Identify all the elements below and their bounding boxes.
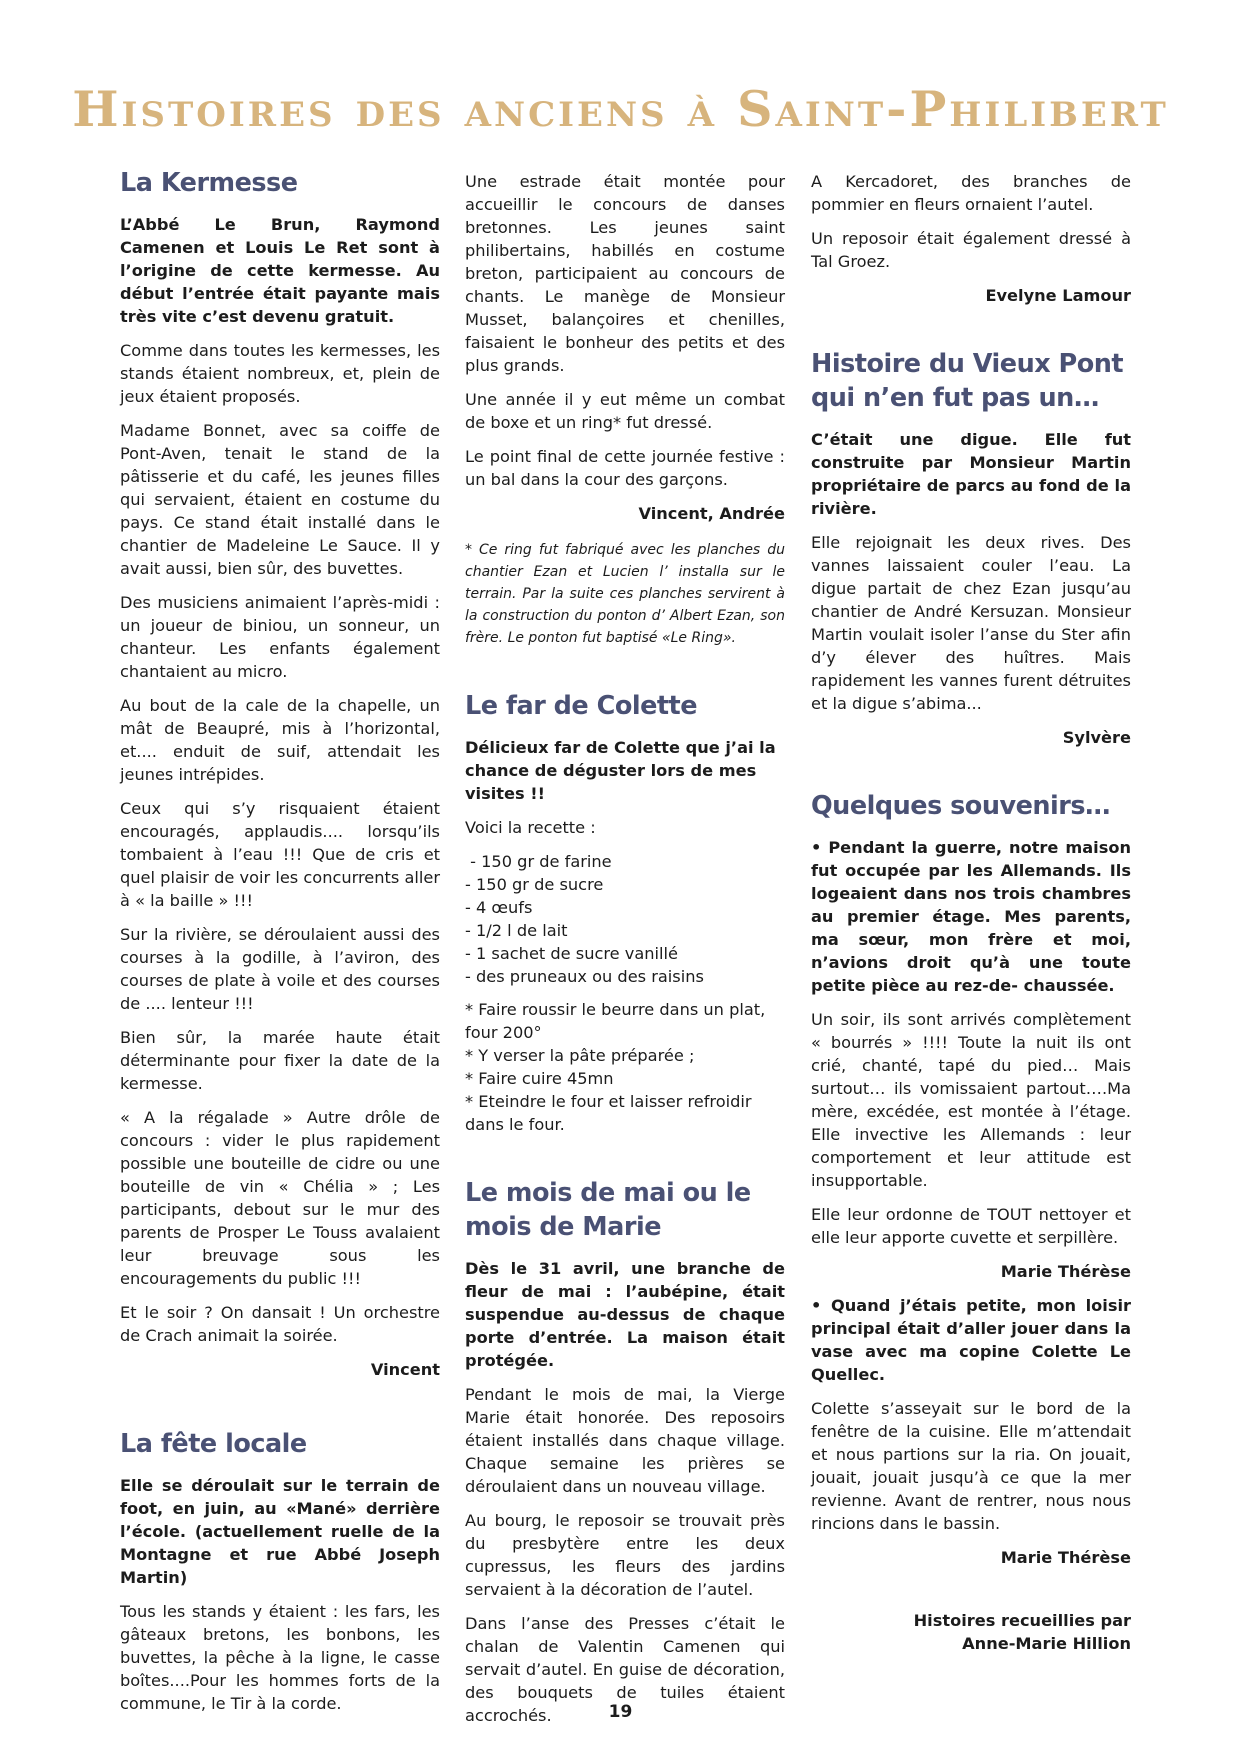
pont-paragraph: Elle rejoignait les deux rives. Des vannes laissaient couler l’eau. La digue partait de chez Ezan jusqu’au chantier de André Kersuzan. Monsieur Martin voulait isoler l’anse du Ster afin d’y élever des huîtres. Mais rapidement les vannes furent détruites et la digue s’abima...: [811, 533, 1131, 713]
recipe-step: * Faire roussir le beurre dans un plat, four 200°: [465, 1000, 766, 1042]
fete-paragraph: Tous les stands y étaient : les fars, les gâteaux bretons, les bonbons, les buvettes, la pêche à la ligne, le casse boîtes....Pour les hommes forts de la commune, le Tir à la corde.: [120, 1602, 440, 1713]
far-lead: Délicieux far de Colette que j’ai la chance de déguster lors de mes visites !!: [465, 738, 776, 803]
souvenirs-paragraph: Colette s’asseyait sur le bord de la fenêtre de la cuisine. Elle m’attendait et nous partions sur la ria. On jouait, jouait, jouait jusqu’à ce que la mer revienne. Avant de rentrer, nous nous rincions dans le bassin.: [811, 1399, 1131, 1533]
fete-signature: Vincent, Andrée: [638, 504, 785, 523]
souvenirs-signature-2: Marie Thérèse: [1000, 1548, 1131, 1567]
ingredient-item: - 4 œufs: [465, 898, 533, 917]
fete-suite-paragraph: Une année il y eut même un combat de boxe et un ring* fut dressé.: [465, 390, 785, 432]
mai-paragraph: Pendant le mois de mai, la Vierge Marie était honorée. Des reposoirs étaient installés dans chaque village. Chaque semaine les prières se déroulaient dans un nouveau village.: [465, 1385, 785, 1496]
mai-lead: Dès le 31 avril, une branche de fleur de mai : l’aubépine, était suspendue au-dessus de chaque porte d’entrée. La maison était protégée.: [465, 1259, 785, 1370]
ring-footnote: * Ce ring fut fabriqué avec les planches du chantier Ezan et Lucien l’ installa sur le terrain. Par la suite ces planches servirent à la construction du ponton d’ Albert Ezan, son frère. Le ponton fut baptisé «Le Ring».: [465, 542, 785, 646]
mai-suite-paragraph: Un reposoir était également dressé à Tal Groez.: [811, 229, 1131, 271]
column-2: [465, 170, 785, 1738]
kermesse-paragraph: Bien sûr, la marée haute était déterminante pour fixer la date de la kermesse.: [120, 1028, 440, 1093]
kermesse-paragraph: Madame Bonnet, avec sa coiffe de Pont-Aven, tenait le stand de la pâtisserie et du café, les jeunes filles qui servaient, étaient en costume du pays. Ce stand était installé dans le chantier de Madeleine Le Sauce. Il y avait aussi, bien sûr, des buvettes.: [120, 421, 440, 578]
kermesse-paragraph: Au bout de la cale de la chapelle, un mât de Beaupré, mis à l’horizontal, et.... enduit de suif, attendait les jeunes intrépides.: [120, 696, 440, 784]
column-3: [811, 170, 1131, 1666]
mai-paragraph: Au bourg, le reposoir se trouvait près du presbytère entre les deux cupressus, les fleurs des jardins servaient à la décoration de l’autel.: [465, 1511, 785, 1599]
souvenirs-paragraph: Un soir, ils sont arrivés complètement « bourrés » !!!! Toute la nuit ils ont crié, chanté, tapé du pied… Mais surtout… ils vomissaient partout….Ma mère, excédée, est montée à l’étage. Elle invective les Allemands : leur comportement et leur attitude est insupportable.: [811, 1010, 1131, 1190]
ingredient-item: - 150 gr de sucre: [465, 875, 604, 894]
kermesse-signature: Vincent: [370, 1360, 440, 1379]
page-number: 19: [608, 1702, 633, 1722]
kermesse-paragraph: Ceux qui s’y risquaient étaient encouragés, applaudis.... lorsqu’ils tombaient à l’eau !!! Que de cris et quel plaisir de voir les concurrents aller à « la baille » !!!: [120, 799, 440, 910]
ingredient-item: - 1 sachet de sucre vanillé: [465, 944, 678, 963]
recipe-step: * Y verser la pâte préparée ;: [465, 1046, 695, 1065]
souvenirs-paragraph: Elle leur ordonne de TOUT nettoyer et elle leur apporte cuvette et serpillère.: [811, 1205, 1131, 1247]
kermesse-heading: La Kermesse: [120, 168, 298, 198]
souvenirs-lead-1: • Pendant la guerre, notre maison fut occupée par les Allemands. Ils logeaient dans nos trois chambres au premier étage. Mes parents, ma sœur, mon frère et moi, n’avions droit qu’à une toute petite pièce au rez-de- chaussée.: [811, 838, 1131, 995]
page-title: Histoires des anciens à Saint-Philibert: [72, 80, 1169, 138]
souvenirs-heading: Quelques souvenirs…: [811, 791, 1111, 821]
souvenirs-signature-1: Marie Thérèse: [1000, 1262, 1131, 1281]
kermesse-lead: L’Abbé Le Brun, Raymond Camenen et Louis Le Ret sont à l’origine de cette kermesse. Au début l’entrée était payante mais très vite c’est devenu gratuit.: [120, 215, 440, 326]
kermesse-paragraph: Sur la rivière, se déroulaient aussi des courses à la godille, à l’aviron, des courses de plate à voile et des courses de .... lenteur !!!: [120, 925, 440, 1013]
far-heading: Le far de Colette: [465, 691, 698, 721]
credit-line-1: Histoires recueillies par: [913, 1611, 1131, 1630]
recipe-step: * Faire cuire 45mn: [465, 1069, 614, 1088]
kermesse-paragraph: Et le soir ? On dansait ! Un orchestre de Crach animait la soirée.: [120, 1303, 440, 1345]
kermesse-paragraph: Des musiciens animaient l’après-midi : un joueur de biniou, un sonneur, un chanteur. Les enfants également chantaient au micro.: [120, 593, 440, 681]
mai-signature: Evelyne Lamour: [985, 286, 1131, 305]
fete-lead: Elle se déroulait sur le terrain de foot, en juin, au «Mané» derrière l’école. (actuellement ruelle de la Montagne et rue Abbé Joseph Martin): [120, 1476, 440, 1587]
fete-suite-paragraph: Le point final de cette journée festive : un bal dans la cour des garçons.: [465, 447, 785, 489]
recipe-steps: [465, 998, 785, 1136]
kermesse-paragraph: Comme dans toutes les kermesses, les stands étaient nombreux, et, plein de jeux étaient proposés.: [120, 341, 440, 406]
souvenirs-lead-2: • Quand j’étais petite, mon loisir principal était d’aller jouer dans la vase avec ma copine Colette Le Quellec.: [811, 1296, 1131, 1384]
mai-heading: Le mois de mai ou le mois de Marie: [465, 1178, 751, 1242]
pont-signature: Sylvère: [1062, 728, 1131, 747]
ingredient-list: [465, 850, 785, 988]
kermesse-paragraph: « A la régalade » Autre drôle de concours : vider le plus rapidement possible une bouteille de cidre ou une bouteille de vin « Chélia » ; Les participants, debout sur le mur des parents de Prosper Le Touss avalaient leur breuvage sous les encouragements du public !!!: [120, 1108, 440, 1288]
mai-paragraph: Dans l’anse des Presses c’était le chalan de Valentin Camenen qui servait d’autel. En guise de décoration, des bouquets de tuiles étaient accrochés.: [465, 1614, 785, 1725]
ingredient-item: - 1/2 l de lait: [465, 921, 568, 940]
credit-line-2: Anne-Marie Hillion: [962, 1634, 1131, 1653]
fete-suite-paragraph: Une estrade était montée pour accueillir le concours de danses bretonnes. Les jeunes saint philibertains, habillés en costume breton, participaient au concours de chants. Le manège de Monsieur Musset, balançoires et chenilles, faisaient le bonheur des petits et des plus grands.: [465, 172, 785, 375]
ingredient-item: - 150 gr de farine: [465, 852, 612, 871]
far-intro: Voici la recette :: [465, 818, 596, 837]
recipe-step: * Eteindre le four et laisser refroidir dans le four.: [465, 1092, 752, 1134]
column-1: [120, 166, 440, 1726]
mai-suite-paragraph: A Kercadoret, des branches de pommier en fleurs ornaient l’autel.: [811, 172, 1131, 214]
fete-heading: La fête locale: [120, 1429, 307, 1459]
ingredient-item: - des pruneaux ou des raisins: [465, 967, 704, 986]
pont-lead: C’était une digue. Elle fut construite par Monsieur Martin propriétaire de parcs au fond de la rivière.: [811, 430, 1131, 518]
pont-heading: Histoire du Vieux Pont qui n’en fut pas un…: [811, 349, 1124, 413]
